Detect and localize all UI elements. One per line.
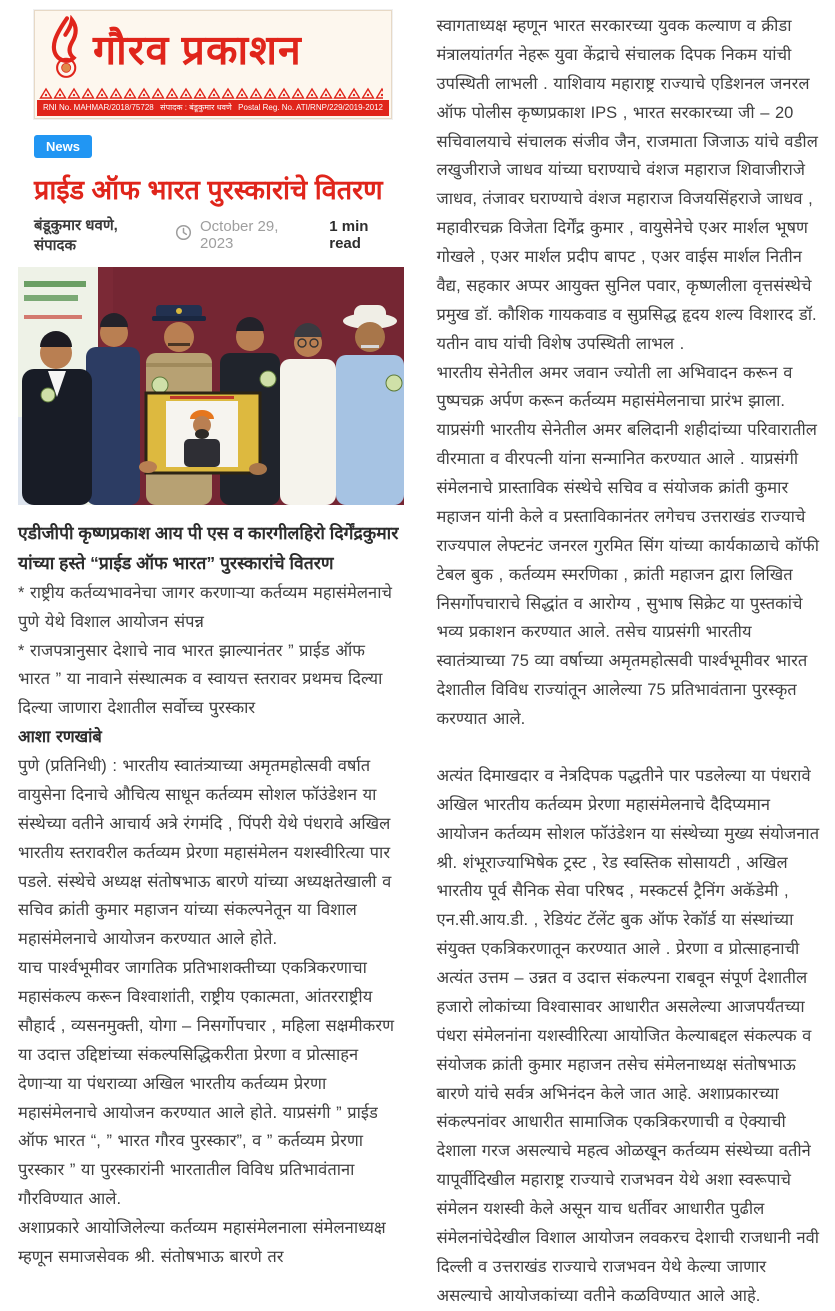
article-headline: प्राईड ऑफ भारत पुरस्कारांचे वितरण xyxy=(34,174,383,205)
article-paragraph: स्वागताध्यक्ष म्हणून भारत सरकारच्या युवक कल्याण व क्रीडा मंत्रालयांतर्गत नेहरू युवा केंद्राचे संचालक दिपक निकम यांची उपस्थिती लाभली . याशिवाय महाराष्ट्र राज्याचे एडिशनल जनरल ऑफ पोलीस कृष्णप्रकाश IPS , भारत सरकारच्या जी – 20 सचिवालयाचे संचालक संजीव जैन, राजमाता जिजाऊ यांचे वडील लखुजीराजे जाधव यांच्या घराण्याचे वंशज महाराज शिवाजीराजे जाधव, तंजावर घराण्याचे वंशज महाराज विजयसिंहराजे जाधव , महावीरचक्र विजेता दिर्गेंद्र कुमार , वायुसेनेचे एअर मार्शल भूषण गोखले , एअर मार्शल प्रदीप बापट , एअर वाईस मार्शल नितीन वैद्य, सहकार अप्पर आयुक्त सुनिल पवार, कृष्णलीला वृत्तसंस्थेचे प्रमुख डॉ. कौशिक गायकवाड व सुप्रसिद्ध हृदय शल्य विशारद डॉ. यतीन वाघ यांची विशेष उपस्थिती लाभल . xyxy=(436,17,818,353)
left-column xyxy=(18,6,403,1311)
category-badge-news[interactable]: News xyxy=(34,135,92,158)
bullet-line: * राष्ट्रीय कर्तव्यभावनेचा जागर करणाऱ्या कर्तव्यम महासंमेलनाचे पुणे येथे विशाल आयोजन संपन्न xyxy=(18,583,392,631)
article-paragraph: भारतीय सेनेतील अमर जवान ज्योती ला अभिवादन करून व पुष्पचक्र अर्पण करून कर्तव्यम महासंमेलनाचा प्रारंभ झाला. याप्रसंगी भारतीय सेनेतील अमर बलिदानी शहीदांच्या परिवारातील वीरमाता व वीरपत्नी यांना सन्मानित करण्यात आले . याप्रसंगी संमेलनाचे प्रास्ताविक संस्थेचे सचिव व संयोजक क्रांती कुमार महाजन यांनी केले व प्रस्ताविकानंतर लगेचच उत्तराखंड राज्याचे राज्यपाल लेफ्टनंट जनरल गुरमित सिंग यांच्या कार्यकाळाचे कॉफी टेबल बुक , कर्तव्यम स्मरणिका , क्रांती महाजन द्वारा लिखित निसर्गोपचाराचे सिद्धांत व आरोग्य , सुभाष सिक्रेट या पुस्तकांचे भव्य प्रकाशन करण्यात आले. तसेच याप्रसंगी भारतीय स्वातंत्र्याच्या 75 व्या वर्षाच्या अमृतमहोत्सवी पार्श्वभूमीवर भारत देशातील विविध राज्यांतून आलेल्या 75 प्रतिभावंताना पुरस्कृत करण्यात आले. xyxy=(436,363,820,728)
read-time: 1 min read xyxy=(329,218,369,253)
event-photo xyxy=(18,267,404,505)
framed-portrait xyxy=(139,393,267,475)
bullet-line: * राजपत्रानुसार देशाचे नाव भारत झाल्यानंतर ” प्राईड ऑफ भारत ” या नावाने संस्थात्मक व स्वायत्त स्तरावर प्रथमच दिल्या दिल्या जाणारा देशातील सर्वोच्च पुरस्कार xyxy=(18,641,383,718)
article-paragraph: अत्यंत दिमाखदार व नेत्रदिपक पद्धतीने पार पडलेल्या या पंधरावे अखिल भारतीय कर्तव्यम प्रेरणा महासंमेलनाचे दैदिप्यमान आयोजन कर्तव्यम सोशल फॉउंडेशन या संस्थेच्या मुख्य संयोजनात श्री. शंभूराज्याभिषेक ट्रस्ट , रेड स्वस्तिक सोसायटी , अखिल भारतीय पूर्व सैनिक सेवा परिषद , मस्कटर्स ट्रैनिंग अकॅडेमी , एन.सी.आय.डी. , रेडियंट टॅलेंट बुक ऑफ रेकॉर्ड या संस्थांच्या संयुक्त एकत्रिकरणातून करण्यात आले . प्रेरणा व प्रोत्साहनाची अत्यंत उत्तम – उन्नत व उदात्त संकल्पना राबवून संपूर्ण देशातील हजारो लोकांच्या विश्वासावर आधारीत असलेल्या आजपर्यंतच्या पंधरा संमेलनांना यशस्वीरित्या आयोजित केल्याबद्दल संकल्पक व संयोजक क्रांती कुमार महाजन तसेच संमेलनाध्यक्ष संतोषभाऊ बारणे यांचे सर्वत्र अभिनंदन केले जात आहे. अशाप्रकारच्या संकल्पनांवर आधारीत सामाजिक एकत्रिकरणाची व ऐक्याची देशाला गरज असल्याचे महत्व ओळखून कर्तव्यम संस्थेच्या वतीने यापूर्वीदिखील महाराष्ट्र राज्याचे राजभवन येथे अशा स्वरूपाचे संमेलन यशस्वी केले असून याच धर्तीवर आधारीत पुढील संमेलनांचेदेखील विशाल आयोजन लवकरच देशाची राजधानी नवी दिल्ली व उत्तराखंड राज्याचे राजभवन येथे केल्या जाणार असल्याचे आयोजकांच्या वतीने कळविण्यात आले आहे. xyxy=(436,766,820,1305)
bunting-pattern xyxy=(39,87,383,100)
sub-headline: एडीजीपी कृष्णप्रकाश आय पी एस व कारगीलहिरो दिर्गेंद्रकुमार यांच्या हस्ते “प्राईड ऑफ भारत” पुरस्कारांचे वितरण xyxy=(18,523,399,574)
article-paragraph: याच पार्श्वभूमीवर जागतिक प्रतिभाशक्तीच्या एकत्रिकरणाचा महासंकल्प करून विश्वाशांती, राष्ट्रीय एकात्मता, आंतरराष्ट्रीय सौहार्द , व्यसनमुक्ती, योगा – निसर्गोपचार , महिला सक्षमीकरण या उदात्त उद्दिष्टांच्या संकल्पसिद्धिकरीता प्रेरणा व प्रोत्साहन देणाऱ्या या पंधराव्या अखिल भारतीय कर्तव्यम प्रेरणा महासंमेलनाचे आयोजन करण्यात आले होते. याप्रसंगी ” प्राईड ऑफ भारत “, ” भारत गौरव पुरस्कार”, व ” कर्तव्यम प्रेरणा पुरस्कार ” या पुरस्कारांनी भारतातील विविध प्रतिभावंताना गौरविण्यात आले. xyxy=(18,959,395,1209)
right-column xyxy=(437,6,822,1311)
reporter-name: आशा रणखांबे xyxy=(18,728,102,747)
article-paragraph: पुणे (प्रतिनिधी) : भारतीय स्वातंत्र्याच्या अमृतमहोत्सवी वर्षात वायुसेना दिनाचे औचित्य साधून कर्तव्यम सोशल फॉउंडेशन या संस्थेच्या वतीने आचार्य अत्रे रंगमंदि , पिंपरी येथे पंधरावे अखिल भारतीय स्तरावरील कर्तव्यम प्रेरणा महासंमेलन यशस्वीरित्या पार पडले. संस्थेचे अध्यक्ष संतोषभाऊ बारणे यांच्या अध्यक्षतेखाली व सचिव क्रांती कुमार महाजन यांच्या संकल्पनेतून या विशाल महासंमेलनाचे आयोजन करण्यात आले होते. xyxy=(18,757,392,949)
editor-line: संपादक : बंडूकुमार धवणे xyxy=(160,103,232,112)
publish-date: October 29, 2023 xyxy=(200,218,279,253)
rni-number: RNI No. MAHMAR/2018/75728 xyxy=(43,103,154,112)
postal-reg: Postal Reg. No. ATI/RNP/229/2019-2012 xyxy=(238,103,383,112)
masthead-logo[interactable] xyxy=(34,10,392,119)
masthead-title: गौरव प्रकाशन xyxy=(93,26,302,73)
flame-logo-icon xyxy=(41,15,93,86)
masthead-top xyxy=(35,11,391,86)
masthead-info-strip xyxy=(37,100,389,116)
author-link[interactable]: बंडूकुमार धवणे, संपादक xyxy=(34,217,118,255)
article-paragraph: अशाप्रकारे आयोजिलेल्या कर्तव्यम महासंमेलनाला संमेलनाध्यक्ष म्हणून समाजसेवक श्री. संतोषभाऊ बारणे तर xyxy=(18,1219,386,1266)
byline xyxy=(34,215,403,255)
clock-icon xyxy=(175,224,192,246)
